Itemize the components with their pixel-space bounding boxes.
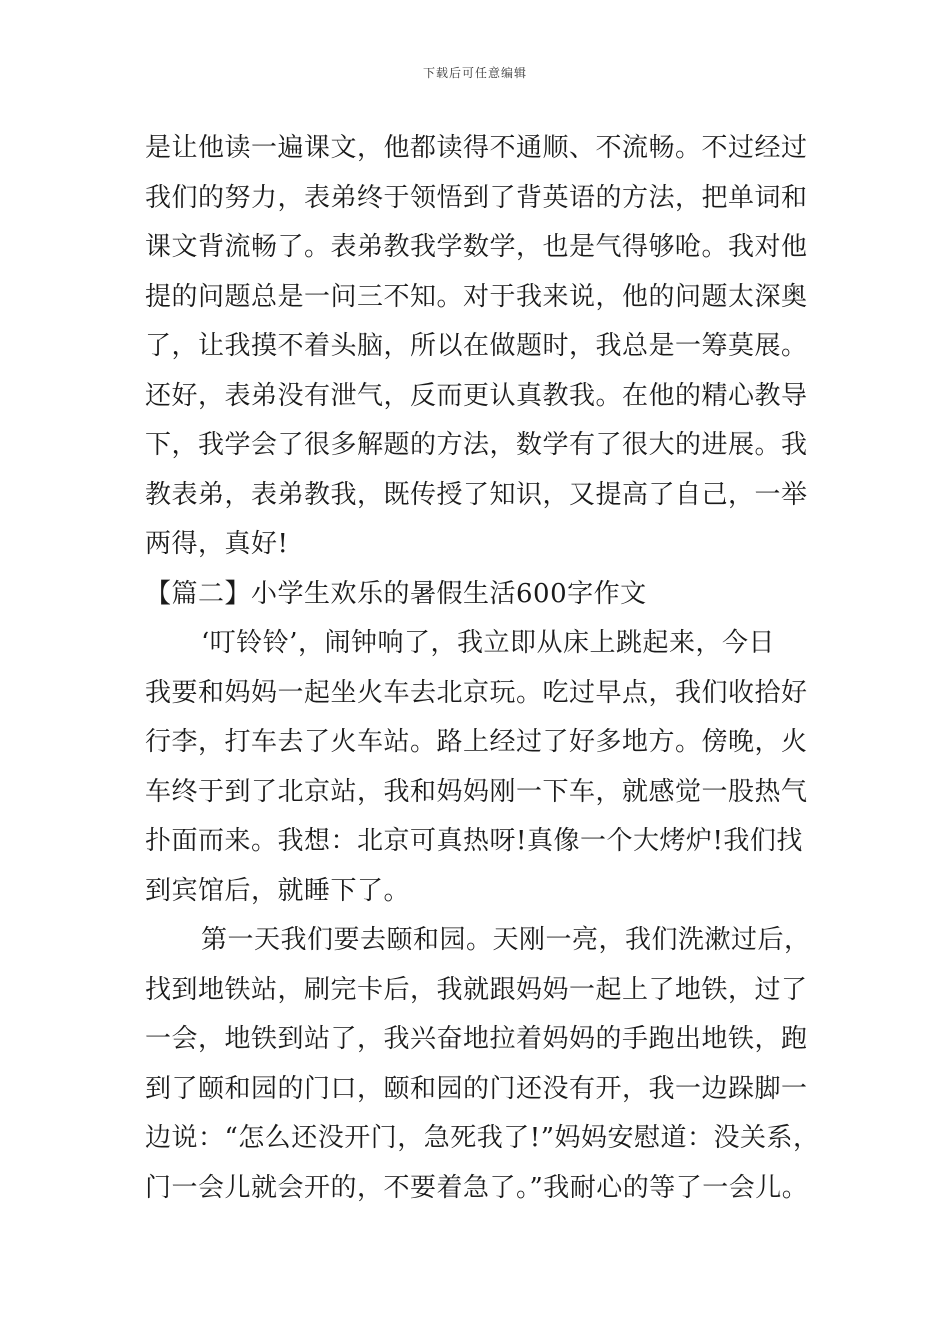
paragraph-first-line: 第一天我们要去颐和园。天刚一亮，我们洗漱过后， — [201, 925, 811, 955]
text-line: 教表弟，表弟教我，既传授了知识，又提高了自己，一举 — [145, 479, 808, 510]
text-line: 找到地铁站，刷完卡后，我就跟妈妈一起上了地铁，过了 — [145, 974, 808, 1005]
text-line: 边说：“怎么还没开门，急死我了!”妈妈安慰道：没关系， — [145, 1123, 820, 1153]
text-line: 行李，打车去了火车站。路上经过了好多地方。傍晚，火 — [145, 727, 808, 757]
text-line: 一会，地铁到站了，我兴奋地拉着妈妈的手跑出地铁，跑 — [145, 1024, 808, 1054]
text-line: 到了颐和园的门口，颐和园的门还没有开，我一边跺脚一 — [145, 1073, 808, 1104]
text-line: 是让他读一遍课文，他都读得不通顺、不流畅。不过经过 — [145, 133, 808, 163]
text-line: 扑面而来。我想：北京可真热呀!真像一个大烤炉!我们找 — [145, 826, 803, 856]
document-body — [145, 124, 835, 1213]
section-heading: 【篇二】小学生欢乐的暑假生活600字作文 — [145, 578, 647, 609]
text-line: 我要和妈妈一起坐火车去北京玩。吃过早点，我们收拾好 — [145, 677, 808, 708]
text-line: 车终于到了北京站，我和妈妈刚一下车，就感觉一股热气 — [145, 776, 808, 807]
text-line: 门一会儿就会开的，不要着急了。”我耐心的等了一会儿。 — [145, 1172, 809, 1203]
text-line: 课文背流畅了。表弟教我学数学，也是气得够呛。我对他 — [145, 232, 808, 262]
text-line: 到宾馆后，就睡下了。 — [145, 875, 411, 906]
text-line: 还好，表弟没有泄气，反而更认真教我。在他的精心教导 — [145, 380, 808, 411]
text-line: 提的问题总是一问三不知。对于我来说，他的问题太深奥 — [145, 281, 808, 312]
text-line: 我们的努力，表弟终于领悟到了背英语的方法，把单词和 — [145, 182, 808, 213]
page-header: 下载后可任意编辑 — [422, 66, 527, 80]
text-line: 下，我学会了很多解题的方法，数学有了很大的进展。我 — [145, 430, 808, 460]
paragraph-first-line: ‘叮铃铃’，闹钟响了，我立即从床上跳起来，今日 — [201, 628, 776, 658]
text-line: 了，让我摸不着头脑，所以在做题时，我总是一筹莫展。 — [145, 331, 808, 361]
text-line: 两得，真好! — [145, 529, 289, 559]
